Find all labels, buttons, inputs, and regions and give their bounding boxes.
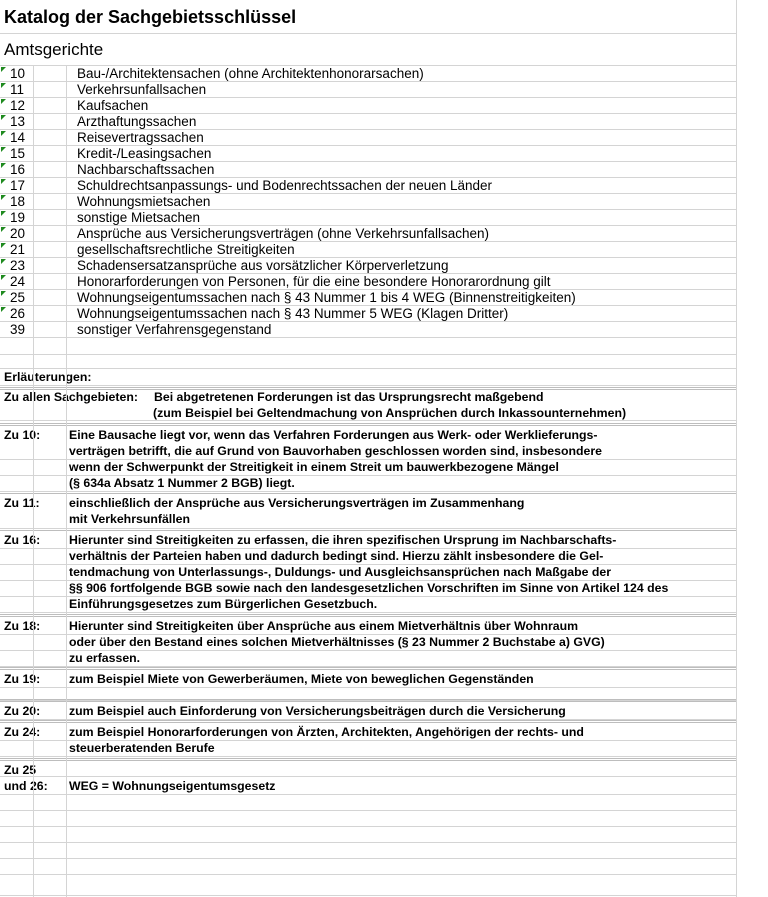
note-line: (§ 634a Absatz 1 Nummer 2 BGB) liegt. — [69, 476, 295, 490]
comment-marker-icon — [1, 147, 6, 152]
section-title: Amtsgerichte — [4, 40, 104, 59]
catalog-label: Schuldrechtsanpassungs- und Bodenrechtssachen der neuen Länder — [77, 178, 493, 193]
comment-marker-icon — [1, 115, 6, 120]
section-divider — [0, 614, 736, 617]
comment-marker-icon — [1, 211, 6, 216]
note-label: Zu 16: — [4, 533, 41, 547]
comment-marker-icon — [1, 275, 6, 280]
catalog-code: 11 — [10, 82, 25, 97]
catalog-code: 21 — [10, 242, 26, 257]
section-divider — [0, 423, 736, 426]
gridline — [0, 794, 736, 795]
catalog-label: Verkehrsunfallsachen — [77, 82, 207, 97]
section-divider — [0, 758, 736, 761]
catalog-code: 14 — [10, 130, 26, 145]
gridline — [0, 650, 736, 651]
note-line: Hierunter sind Streitigkeiten über Ansprüche aus einem Mietverhältnis über Wohnraum — [69, 619, 579, 633]
gridline — [0, 564, 736, 565]
gridline — [0, 858, 736, 859]
note-line: einschließlich der Ansprüche aus Versicherungsverträgen im Zusammenhang — [69, 496, 525, 510]
comment-marker-icon — [1, 243, 6, 248]
note-25-26-label: und 26: — [4, 779, 48, 793]
catalog-code: 26 — [10, 306, 26, 321]
gridline — [0, 475, 736, 476]
note-label: Zu 10: — [4, 428, 41, 442]
gridline — [0, 33, 736, 34]
note-label: Zu 19: — [4, 672, 41, 686]
note-line: verhältnis der Parteien haben und dadurch bedingt sind. Hierzu zählt insbesondere die Gel- — [69, 549, 604, 563]
catalog-label: Wohnungseigentumssachen nach § 43 Nummer 5 WEG (Klagen Dritter) — [77, 306, 509, 321]
note-line: oder über den Bestand eines solchen Mietverhältnisses (§ 23 Nummer 2 Buchstabe a) GVG) — [69, 635, 605, 649]
catalog-label: Arzthaftungssachen — [77, 114, 197, 129]
note-line: Hierunter sind Streitigkeiten zu erfassen, die ihren spezifischen Ursprung im Nachbarschafts- — [69, 533, 617, 547]
gridline — [0, 826, 736, 827]
page-title: Katalog der Sachgebietsschlüssel — [4, 7, 297, 27]
catalog-code: 17 — [10, 178, 26, 193]
catalog-code: 39 — [10, 322, 26, 337]
comment-marker-icon — [1, 99, 6, 104]
gridline — [0, 528, 736, 529]
gridline — [33, 66, 34, 897]
note-25-26-text: WEG = Wohnungseigentumsgesetz — [69, 779, 276, 793]
catalog-code: 23 — [10, 258, 26, 273]
comment-marker-icon — [1, 179, 6, 184]
note-line: §§ 906 fortfolgende BGB sowie nach den landesgesetzlichen Vorschriften im Sinne von Artikel 124 des — [69, 581, 669, 595]
note-line: Eine Bausache liegt vor, wenn das Verfahren Forderungen aus Werk- oder Werklieferungs- — [69, 428, 598, 442]
gridline — [0, 491, 736, 492]
comment-marker-icon — [1, 67, 6, 72]
gridline — [0, 842, 736, 843]
catalog-code: 19 — [10, 210, 26, 225]
note-line: mit Verkehrsunfällen — [69, 512, 190, 526]
gridline — [0, 895, 736, 896]
gridline — [0, 385, 736, 386]
catalog-code: 10 — [10, 66, 26, 81]
note-label: Zu 11: — [4, 496, 40, 510]
note-line: zum Beispiel auch Einforderung von Versicherungsbeiträgen durch die Versicherung — [69, 704, 566, 718]
note-25-26-label: Zu 25 — [4, 763, 37, 777]
comment-marker-icon — [1, 83, 6, 88]
note-all-areas-line: (zum Beispiel bei Geltendmachung von Ansprüchen durch Inkassounternehmen) — [153, 406, 627, 420]
note-line: verträgen betrifft, die auf Grund von Bauvorhaben geschlossen worden sind, insbesondere — [69, 444, 602, 458]
catalog-code: 12 — [10, 98, 26, 113]
gridline — [0, 719, 736, 720]
comment-marker-icon — [1, 227, 6, 232]
comment-marker-icon — [1, 307, 6, 312]
note-label: Zu 20: — [4, 704, 41, 718]
gridline — [0, 368, 736, 369]
note-line: steuerberatenden Berufe — [69, 741, 215, 755]
gridline — [0, 459, 736, 460]
note-label: Zu 24: — [4, 725, 41, 739]
gridline — [66, 66, 67, 897]
gridline — [0, 776, 736, 777]
note-line: Einführungsgesetzes zum Bürgerlichen Gesetzbuch. — [69, 597, 378, 611]
gridline — [0, 687, 736, 688]
catalog-label: Kredit-/Leasingsachen — [77, 146, 212, 161]
catalog-code: 16 — [10, 162, 26, 177]
catalog-label: Bau-/Architektensachen (ohne Architektenhonorarsachen) — [77, 66, 424, 81]
note-line: zum Beispiel Miete von Gewerberäumen, Miete von beweglichen Gegenständen — [69, 672, 534, 686]
gridline — [0, 634, 736, 635]
section-divider — [0, 387, 736, 390]
comment-marker-icon — [1, 195, 6, 200]
note-line: tendmachung von Unterlassungs-, Duldungs- und Ausgleichsansprüchen nach Maßgabe der — [69, 565, 612, 579]
gridline — [736, 0, 737, 897]
gridline — [0, 596, 736, 597]
catalog-label: Wohnungsmietsachen — [77, 194, 211, 209]
comment-marker-icon — [1, 131, 6, 136]
gridline — [0, 874, 736, 875]
section-divider — [0, 720, 736, 723]
catalog-label: Honorarforderungen von Personen, für die eine besondere Honorarordnung gilt — [77, 274, 551, 289]
gridline — [0, 810, 736, 811]
gridline — [0, 580, 736, 581]
catalog-code: 18 — [10, 194, 26, 209]
comment-marker-icon — [1, 259, 6, 264]
catalog-code: 25 — [10, 290, 26, 305]
gridline — [0, 420, 736, 421]
gridline — [0, 756, 736, 757]
comment-marker-icon — [1, 163, 6, 168]
catalog-code: 13 — [10, 114, 26, 129]
note-line: zum Beispiel Honorarforderungen von Ärzten, Architekten, Angehörigen der rechts- und — [69, 725, 584, 739]
catalog-code: 20 — [10, 226, 26, 241]
section-divider — [0, 667, 736, 670]
gridline — [0, 740, 736, 741]
gridline — [0, 612, 736, 613]
note-line: zu erfassen. — [69, 651, 141, 665]
catalog-code: 24 — [10, 274, 26, 289]
catalog-label: Nachbarschaftssachen — [77, 162, 215, 177]
note-all-areas-label: Zu allen Sachgebieten: — [4, 390, 138, 404]
catalog-label: Kaufsachen — [77, 98, 149, 113]
catalog-label: sonstige Mietsachen — [77, 210, 201, 225]
catalog-label: Schadensersatzansprüche aus vorsätzlicher Körperverletzung — [77, 258, 449, 273]
gridline — [0, 354, 736, 355]
catalog-label: Reisevertragssachen — [77, 130, 204, 145]
gridline — [0, 548, 736, 549]
catalog-label: Wohnungseigentumssachen nach § 43 Nummer 1 bis 4 WEG (Binnenstreitigkeiten) — [77, 290, 576, 305]
comment-marker-icon — [1, 291, 6, 296]
gridline — [0, 666, 736, 667]
catalog-label: gesellschaftsrechtliche Streitigkeiten — [77, 242, 295, 257]
notes-heading: Erläuterungen: — [4, 370, 92, 384]
note-label: Zu 18: — [4, 619, 41, 633]
catalog-label: sonstiger Verfahrensgegenstand — [77, 322, 272, 337]
catalog-label: Ansprüche aus Versicherungsverträgen (ohne Verkehrsunfallsachen) — [77, 226, 489, 241]
gridline — [0, 700, 736, 701]
note-all-areas-line: Bei abgetretenen Forderungen ist das Ursprungsrecht maßgebend — [154, 390, 544, 404]
note-line: wenn der Schwerpunkt der Streitigkeit in einem Streit um bauwerkbezogene Mängel — [69, 460, 559, 474]
gridline — [0, 337, 736, 338]
catalog-code: 15 — [10, 146, 26, 161]
